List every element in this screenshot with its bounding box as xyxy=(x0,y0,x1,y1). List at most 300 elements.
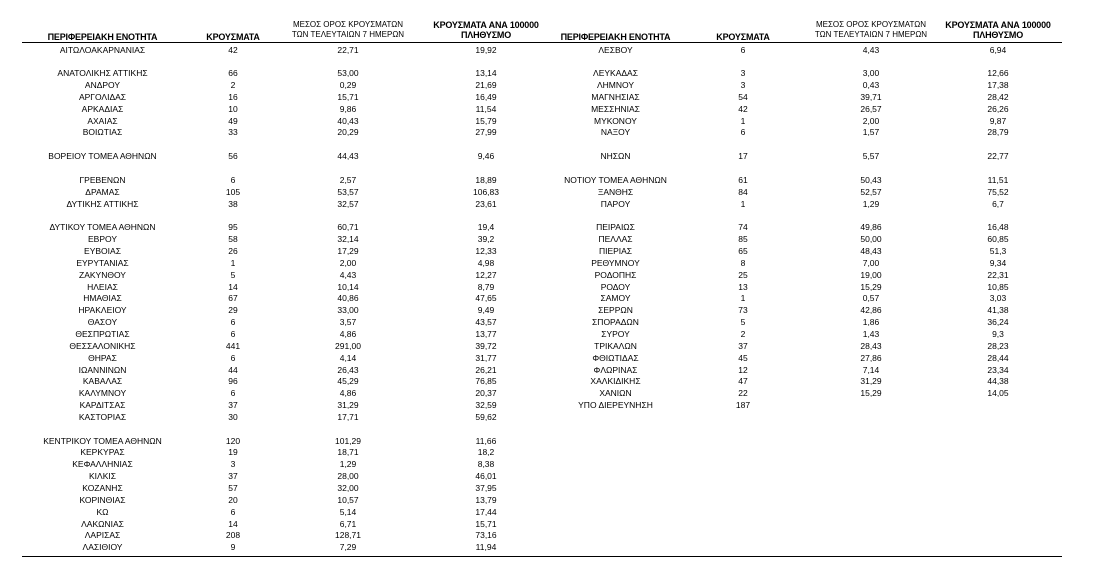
cases-cell: 57 xyxy=(228,483,238,493)
table-row xyxy=(0,316,1100,328)
per100k-cell: 28,44 xyxy=(987,352,1009,363)
per100k-cell: 12,66 xyxy=(987,68,1009,79)
avg-cell: 4,86 xyxy=(339,388,357,399)
cases-cell: 6 xyxy=(740,44,746,55)
cases-cell: 441 xyxy=(225,340,241,351)
per100k-cell: 18,2 xyxy=(477,447,495,458)
per100k-cell: 47,65 xyxy=(475,293,497,304)
region-cell: ΚΩ xyxy=(96,506,109,517)
left-header-region: ΠΕΡΙΦΕΡΕΙΑΚΗ ΕΝΟΤΗΤΑ xyxy=(47,32,158,42)
right-header-per100k xyxy=(932,20,1064,40)
avg-cell: 4,43 xyxy=(339,269,357,280)
region-cell: ΘΕΣΠΡΩΤΙΑΣ xyxy=(75,328,130,339)
right-header-avg-line2: ΤΩΝ ΤΕΛΕΥΤΑΙΩΝ 7 ΗΜΕΡΩΝ xyxy=(814,30,928,39)
per100k-cell: 59,62 xyxy=(475,411,497,422)
cases-cell: 37 xyxy=(228,400,238,410)
per100k-cell: 13,14 xyxy=(475,68,497,79)
region-cell: ΗΡΑΚΛΕΙΟΥ xyxy=(78,305,127,316)
region-cell: ΣΥΡΟΥ xyxy=(601,328,630,339)
per100k-cell: 19,92 xyxy=(475,44,497,55)
table-row xyxy=(0,103,1100,115)
per100k-cell: 8,79 xyxy=(477,281,495,292)
table-row xyxy=(0,399,1100,411)
region-cell: ΚΑΣΤΟΡΙΑΣ xyxy=(78,411,127,422)
per100k-cell: 14,05 xyxy=(987,388,1009,399)
region-cell: ΚΙΛΚΙΣ xyxy=(89,471,116,482)
cases-cell: 37 xyxy=(228,471,238,482)
per100k-cell: 9,46 xyxy=(477,151,495,162)
cases-cell: 1 xyxy=(740,198,746,209)
cases-cell: 42 xyxy=(738,103,748,114)
avg-cell: 32,00 xyxy=(337,483,359,493)
per100k-cell: 8,38 xyxy=(477,459,495,470)
avg-cell: 60,71 xyxy=(337,222,359,233)
cases-cell: 17 xyxy=(738,151,748,162)
region-cell: ΠΑΡΟΥ xyxy=(600,198,631,209)
cases-cell: 6 xyxy=(230,388,236,399)
cases-cell: 84 xyxy=(738,186,748,197)
avg-cell: 31,29 xyxy=(337,400,359,410)
region-cell: ΘΕΣΣΑΛΟΝΙΚΗΣ xyxy=(69,340,136,351)
table-row xyxy=(0,91,1100,103)
avg-cell: 40,43 xyxy=(337,115,359,126)
per100k-cell: 23,34 xyxy=(987,364,1009,375)
right-header-per100k-line1: ΚΡΟΥΣΜΑΤΑ ΑΝΑ 100000 xyxy=(945,20,1051,30)
cases-cell: 14 xyxy=(228,281,238,292)
per100k-cell: 3,03 xyxy=(989,293,1007,304)
table-row xyxy=(0,198,1100,210)
region-cell: ΔΡΑΜΑΣ xyxy=(85,186,120,197)
per100k-cell: 75,52 xyxy=(987,186,1009,197)
per100k-cell: 28,79 xyxy=(987,127,1009,138)
per100k-cell: 28,23 xyxy=(987,340,1009,351)
avg-cell: 26,43 xyxy=(337,364,359,375)
cases-cell: 47 xyxy=(738,376,748,387)
avg-cell: 1,43 xyxy=(862,328,880,339)
cases-cell: 85 xyxy=(738,234,748,245)
cases-cell: 8 xyxy=(740,257,746,268)
left-header-per100k-line2: ΠΛΗΘΥΣΜΟ xyxy=(460,30,512,40)
cases-cell: 95 xyxy=(228,222,238,233)
per100k-cell: 27,99 xyxy=(475,127,497,138)
per100k-cell: 16,48 xyxy=(987,222,1009,233)
per100k-cell: 18,89 xyxy=(475,174,497,185)
per100k-cell: 9,87 xyxy=(989,115,1007,126)
table-row xyxy=(0,281,1100,293)
avg-cell: 15,71 xyxy=(337,91,359,102)
left-header-avg-line2: ΤΩΝ ΤΕΛΕΥΤΑΙΩΝ 7 ΗΜΕΡΩΝ xyxy=(291,30,405,39)
table-row xyxy=(0,446,1100,458)
avg-cell: 28,00 xyxy=(337,471,359,482)
region-cell: ΕΒΡΟΥ xyxy=(87,234,117,245)
cases-cell: 3 xyxy=(740,68,746,79)
cases-cell: 56 xyxy=(228,151,238,162)
cases-cell: 10 xyxy=(228,103,238,114)
region-cell: ΙΩΑΝΝΙΝΩΝ xyxy=(78,364,127,375)
table-row xyxy=(0,470,1100,482)
avg-cell: 9,86 xyxy=(339,103,357,114)
avg-cell: 10,57 xyxy=(337,494,359,505)
per100k-cell: 21,69 xyxy=(475,80,497,90)
per100k-cell: 9,49 xyxy=(477,305,495,316)
region-cell: ΠΕΙΡΑΙΩΣ xyxy=(596,222,635,233)
right-header-cases: ΚΡΟΥΣΜΑΤΑ xyxy=(716,32,770,42)
table-row xyxy=(0,529,1100,541)
per100k-cell: 26,26 xyxy=(987,103,1009,114)
per100k-cell: 13,79 xyxy=(475,494,497,505)
avg-cell: 26,57 xyxy=(860,103,882,114)
avg-cell: 28,43 xyxy=(860,340,882,351)
region-cell: ΡΟΔΟΠΗΣ xyxy=(594,269,637,280)
table-row xyxy=(0,221,1100,233)
per100k-cell: 13,77 xyxy=(475,328,497,339)
table-row xyxy=(0,364,1100,376)
avg-cell: 53,00 xyxy=(337,68,359,79)
region-cell: ΜΑΓΝΗΣΙΑΣ xyxy=(591,91,640,102)
cases-cell: 6 xyxy=(230,506,236,517)
cases-cell: 2 xyxy=(740,328,746,339)
region-cell: ΛΕΣΒΟΥ xyxy=(598,44,633,55)
region-cell: ΑΡΚΑΔΙΑΣ xyxy=(81,103,124,114)
table-row xyxy=(0,44,1100,56)
per100k-cell: 6,7 xyxy=(992,198,1004,209)
region-cell: ΧΑΛΚΙΔΙΚΗΣ xyxy=(590,376,641,387)
region-cell: ΣΕΡΡΩΝ xyxy=(598,305,633,316)
cases-cell: 13 xyxy=(738,281,748,292)
avg-cell: 19,00 xyxy=(860,269,882,280)
per100k-cell: 20,37 xyxy=(475,388,497,399)
region-cell: ΚΑΡΔΙΤΣΑΣ xyxy=(79,400,126,410)
table-row xyxy=(0,269,1100,281)
cases-cell: 74 xyxy=(738,222,748,233)
right-header-per100k-line2: ΠΛΗΘΥΣΜΟ xyxy=(972,30,1024,40)
avg-cell: 0,43 xyxy=(862,80,880,90)
cases-cell: 1 xyxy=(230,257,236,268)
region-cell: ΒΟΡΕΙΟΥ ΤΟΜΕΑ ΑΘΗΝΩΝ xyxy=(48,151,157,162)
region-cell: ΔΥΤΙΚΟΥ ΤΟΜΕΑ ΑΘΗΝΩΝ xyxy=(49,222,156,233)
left-header-cases: ΚΡΟΥΣΜΑΤΑ xyxy=(206,32,260,42)
avg-cell: 32,14 xyxy=(337,234,359,245)
region-cell: ΛΕΥΚΑΔΑΣ xyxy=(593,68,638,79)
table-row xyxy=(0,458,1100,470)
avg-cell: 15,29 xyxy=(860,388,882,399)
avg-cell: 0,29 xyxy=(339,80,357,90)
avg-cell: 1,86 xyxy=(862,317,880,328)
per100k-cell: 16,49 xyxy=(475,91,497,102)
region-cell: ΝΑΞΟΥ xyxy=(600,127,631,138)
cases-cell: 5 xyxy=(230,269,236,280)
cases-cell: 37 xyxy=(738,340,748,351)
cases-cell: 33 xyxy=(228,127,238,138)
region-cell: ΞΑΝΘΗΣ xyxy=(597,186,634,197)
per100k-cell: 22,31 xyxy=(987,269,1009,280)
avg-cell: 20,29 xyxy=(337,127,359,138)
per100k-cell: 15,71 xyxy=(475,518,497,529)
avg-cell: 17,71 xyxy=(337,411,359,422)
avg-cell: 4,43 xyxy=(862,44,880,55)
region-cell: ΚΑΒΑΛΑΣ xyxy=(82,376,123,387)
per100k-cell: 106,83 xyxy=(473,186,499,197)
cases-cell: 30 xyxy=(228,411,238,422)
per100k-cell: 12,33 xyxy=(475,245,497,256)
per100k-cell: 51,3 xyxy=(989,245,1007,256)
region-cell: ΛΑΡΙΣΑΣ xyxy=(84,530,121,541)
table-row xyxy=(0,257,1100,269)
avg-cell: 33,00 xyxy=(337,305,359,316)
avg-cell: 2,00 xyxy=(862,115,880,126)
table-row xyxy=(0,494,1100,506)
table-row xyxy=(0,435,1100,447)
region-cell: ΚΕΦΑΛΛΗΝΙΑΣ xyxy=(72,459,133,470)
table-row xyxy=(0,292,1100,304)
cases-cell: 66 xyxy=(228,68,238,79)
avg-cell: 45,29 xyxy=(337,376,359,387)
avg-cell: 53,57 xyxy=(337,186,359,197)
region-cell: ΛΗΜΝΟΥ xyxy=(596,80,635,90)
per100k-cell: 17,38 xyxy=(987,80,1009,90)
table-row xyxy=(0,411,1100,423)
avg-cell: 42,86 xyxy=(860,305,882,316)
region-cell: ΑΡΓΟΛΙΔΑΣ xyxy=(78,91,127,102)
per100k-cell: 11,54 xyxy=(475,103,497,114)
table-row xyxy=(0,387,1100,399)
avg-cell: 4,86 xyxy=(339,328,357,339)
per100k-cell: 4,98 xyxy=(477,257,495,268)
avg-cell: 15,29 xyxy=(860,281,882,292)
per100k-cell: 76,85 xyxy=(475,376,497,387)
region-cell: ΦΛΩΡΙΝΑΣ xyxy=(593,364,638,375)
region-cell: ΥΠΟ ΔΙΕΡΕΥΝΗΣΗ xyxy=(578,400,653,410)
avg-cell: 2,00 xyxy=(339,257,357,268)
avg-cell: 3,57 xyxy=(339,317,357,328)
per100k-cell: 12,27 xyxy=(475,269,497,280)
cases-cell: 67 xyxy=(228,293,238,304)
per100k-cell: 15,79 xyxy=(475,115,497,126)
per100k-cell: 26,21 xyxy=(475,364,497,375)
per100k-cell: 60,85 xyxy=(987,234,1009,245)
avg-cell: 128,71 xyxy=(335,530,361,541)
per100k-cell: 9,3 xyxy=(992,328,1004,339)
region-cell: ΡΕΘΥΜΝΟΥ xyxy=(591,257,640,268)
region-cell: ΘΗΡΑΣ xyxy=(88,352,117,363)
avg-cell: 31,29 xyxy=(860,376,882,387)
avg-cell: 39,71 xyxy=(860,91,882,102)
cases-cell: 44 xyxy=(228,364,238,375)
cases-cell: 45 xyxy=(738,352,748,363)
avg-cell: 1,29 xyxy=(339,459,357,470)
avg-cell: 50,00 xyxy=(860,234,882,245)
avg-cell: 4,14 xyxy=(339,352,357,363)
avg-cell: 3,00 xyxy=(862,68,880,79)
cases-cell: 29 xyxy=(228,305,238,316)
per100k-cell: 46,01 xyxy=(475,471,497,482)
avg-cell: 101,29 xyxy=(335,435,361,446)
region-cell: ΚΟΡΙΝΘΙΑΣ xyxy=(79,494,126,505)
cases-cell: 20 xyxy=(228,494,238,505)
table-row xyxy=(0,482,1100,494)
per100k-cell: 11,51 xyxy=(987,174,1009,185)
avg-cell: 5,14 xyxy=(339,506,357,517)
cases-cell: 38 xyxy=(228,198,238,209)
per100k-cell: 32,59 xyxy=(475,400,497,410)
cases-cell: 22 xyxy=(738,388,748,399)
cases-cell: 3 xyxy=(740,80,746,90)
cases-cell: 42 xyxy=(228,44,238,55)
avg-cell: 5,57 xyxy=(862,151,880,162)
region-cell: ΚΑΛΥΜΝΟΥ xyxy=(78,388,127,399)
table-row xyxy=(0,67,1100,79)
region-cell: ΚΕΝΤΡΙΚΟΥ ΤΟΜΕΑ ΑΘΗΝΩΝ xyxy=(43,435,162,446)
region-cell: ΘΑΣΟΥ xyxy=(87,317,118,328)
left-header-avg xyxy=(283,20,413,40)
region-cell: ΣΑΜΟΥ xyxy=(600,293,631,304)
region-cell: ΛΑΚΩΝΙΑΣ xyxy=(81,518,124,529)
per100k-cell: 37,95 xyxy=(475,483,497,493)
cases-cell: 65 xyxy=(738,245,748,256)
avg-cell: 7,00 xyxy=(862,257,880,268)
table-row xyxy=(0,328,1100,340)
per100k-cell: 19,4 xyxy=(477,222,495,233)
table-row xyxy=(0,245,1100,257)
cases-cell: 6 xyxy=(230,174,236,185)
avg-cell: 22,71 xyxy=(337,44,359,55)
region-cell: ΑΧΑΙΑΣ xyxy=(87,115,118,126)
region-cell: ΗΜΑΘΙΑΣ xyxy=(83,293,122,304)
cases-cell: 6 xyxy=(740,127,746,138)
cases-cell: 26 xyxy=(228,245,238,256)
avg-cell: 2,57 xyxy=(339,174,357,185)
per100k-cell: 43,57 xyxy=(475,317,497,328)
avg-cell: 50,43 xyxy=(860,174,882,185)
per100k-cell: 36,24 xyxy=(987,317,1009,328)
region-cell: ΚΟΖΑΝΗΣ xyxy=(82,483,123,493)
cases-cell: 6 xyxy=(230,352,236,363)
per100k-cell: 31,77 xyxy=(475,352,497,363)
avg-cell: 49,86 xyxy=(860,222,882,233)
per100k-cell: 11,66 xyxy=(475,435,497,446)
avg-cell: 44,43 xyxy=(337,151,359,162)
region-cell: ΕΥΒΟΙΑΣ xyxy=(84,245,121,256)
right-header-avg xyxy=(806,20,936,40)
cases-cell: 6 xyxy=(230,317,236,328)
per100k-cell: 17,44 xyxy=(475,506,497,517)
cases-cell: 120 xyxy=(225,435,241,446)
per100k-cell: 10,85 xyxy=(987,281,1009,292)
cases-cell: 105 xyxy=(225,186,241,197)
region-cell: ΖΑΚΥΝΘΟΥ xyxy=(79,269,126,280)
avg-cell: 10,14 xyxy=(337,281,359,292)
region-cell: ΓΡΕΒΕΝΩΝ xyxy=(79,174,126,185)
region-cell: ΚΕΡΚΥΡΑΣ xyxy=(80,447,125,458)
region-cell: ΕΥΡΥΤΑΝΙΑΣ xyxy=(76,257,129,268)
region-cell: ΜΥΚΟΝΟΥ xyxy=(594,115,637,126)
region-cell: ΑΝΑΤΟΛΙΚΗΣ ΑΤΤΙΚΗΣ xyxy=(57,68,148,79)
cases-cell: 1 xyxy=(740,293,746,304)
table-row xyxy=(0,518,1100,530)
region-cell: ΡΟΔΟΥ xyxy=(600,281,631,292)
avg-cell: 1,57 xyxy=(862,127,880,138)
avg-cell: 52,57 xyxy=(860,186,882,197)
table-row xyxy=(0,174,1100,186)
cases-cell: 96 xyxy=(228,376,238,387)
table-row xyxy=(0,506,1100,518)
table-row xyxy=(0,541,1100,553)
region-cell: ΗΛΕΙΑΣ xyxy=(87,281,118,292)
table-row xyxy=(0,233,1100,245)
avg-cell: 1,29 xyxy=(862,198,880,209)
region-cell: ΒΟΙΩΤΙΑΣ xyxy=(82,127,123,138)
per100k-cell: 28,42 xyxy=(987,91,1009,102)
cases-cell: 25 xyxy=(738,269,748,280)
avg-cell: 0,57 xyxy=(862,293,880,304)
avg-cell: 7,14 xyxy=(862,364,880,375)
region-cell: ΠΕΛΛΑΣ xyxy=(598,234,633,245)
cases-cell: 58 xyxy=(228,234,238,245)
cases-cell: 49 xyxy=(228,115,238,126)
cases-cell: 12 xyxy=(738,364,748,375)
per100k-cell: 9,34 xyxy=(989,257,1007,268)
table-row xyxy=(0,304,1100,316)
avg-cell: 17,29 xyxy=(337,245,359,256)
cases-cell: 73 xyxy=(738,305,748,316)
region-cell: ΔΥΤΙΚΗΣ ΑΤΤΙΚΗΣ xyxy=(66,198,139,209)
right-header-region: ΠΕΡΙΦΕΡΕΙΑΚΗ ΕΝΟΤΗΤΑ xyxy=(560,32,671,42)
region-cell: ΑΙΤΩΛΟΑΚΑΡΝΑΝΙΑΣ xyxy=(59,44,146,55)
right-header-avg-line1: ΜΕΣΟΣ ΟΡΟΣ ΚΡΟΥΣΜΑΤΩΝ xyxy=(815,20,927,29)
per100k-cell: 41,38 xyxy=(987,305,1009,316)
region-cell: ΧΑΝΙΩΝ xyxy=(599,388,632,399)
per100k-cell: 23,61 xyxy=(475,198,497,209)
table-row xyxy=(0,126,1100,138)
cases-cell: 2 xyxy=(230,80,236,90)
left-header-avg-line1: ΜΕΣΟΣ ΟΡΟΣ ΚΡΟΥΣΜΑΤΩΝ xyxy=(292,20,404,29)
region-cell: ΝΗΣΩΝ xyxy=(600,151,631,162)
cases-cell: 54 xyxy=(738,91,748,102)
region-cell: ΤΡΙΚΑΛΩΝ xyxy=(594,340,637,351)
table-row xyxy=(0,79,1100,91)
avg-cell: 6,71 xyxy=(339,518,357,529)
table-row xyxy=(0,115,1100,127)
table-row xyxy=(0,340,1100,352)
avg-cell: 40,86 xyxy=(337,293,359,304)
region-cell: ΠΙΕΡΙΑΣ xyxy=(598,245,633,256)
per100k-cell: 39,72 xyxy=(475,340,497,351)
table-row xyxy=(0,150,1100,162)
cases-cell: 16 xyxy=(228,91,238,102)
avg-cell: 48,43 xyxy=(860,245,882,256)
avg-cell: 27,86 xyxy=(860,352,882,363)
per100k-cell: 44,38 xyxy=(987,376,1009,387)
cases-cell: 208 xyxy=(225,530,241,541)
cases-cell: 1 xyxy=(740,115,746,126)
cases-cell: 14 xyxy=(228,518,238,529)
region-cell: ΜΕΣΣΗΝΙΑΣ xyxy=(591,103,640,114)
avg-cell: 7,29 xyxy=(339,542,357,553)
bottom-rule-line xyxy=(22,556,1062,557)
region-cell: ΑΝΔΡΟΥ xyxy=(84,80,121,90)
left-header-per100k-line1: ΚΡΟΥΣΜΑΤΑ ΑΝΑ 100000 xyxy=(433,20,539,30)
per100k-cell: 39,2 xyxy=(477,234,495,245)
table-row xyxy=(0,186,1100,198)
region-cell: ΣΠΟΡΑΔΩΝ xyxy=(592,317,639,328)
region-cell: ΦΘΙΩΤΙΔΑΣ xyxy=(592,352,639,363)
cases-cell: 61 xyxy=(738,174,748,185)
cases-cell: 9 xyxy=(230,542,236,553)
avg-cell: 291,00 xyxy=(335,340,361,351)
cases-cell: 5 xyxy=(740,317,746,328)
region-cell: ΝΟΤΙΟΥ ΤΟΜΕΑ ΑΘΗΝΩΝ xyxy=(564,174,667,185)
table-row xyxy=(0,352,1100,364)
